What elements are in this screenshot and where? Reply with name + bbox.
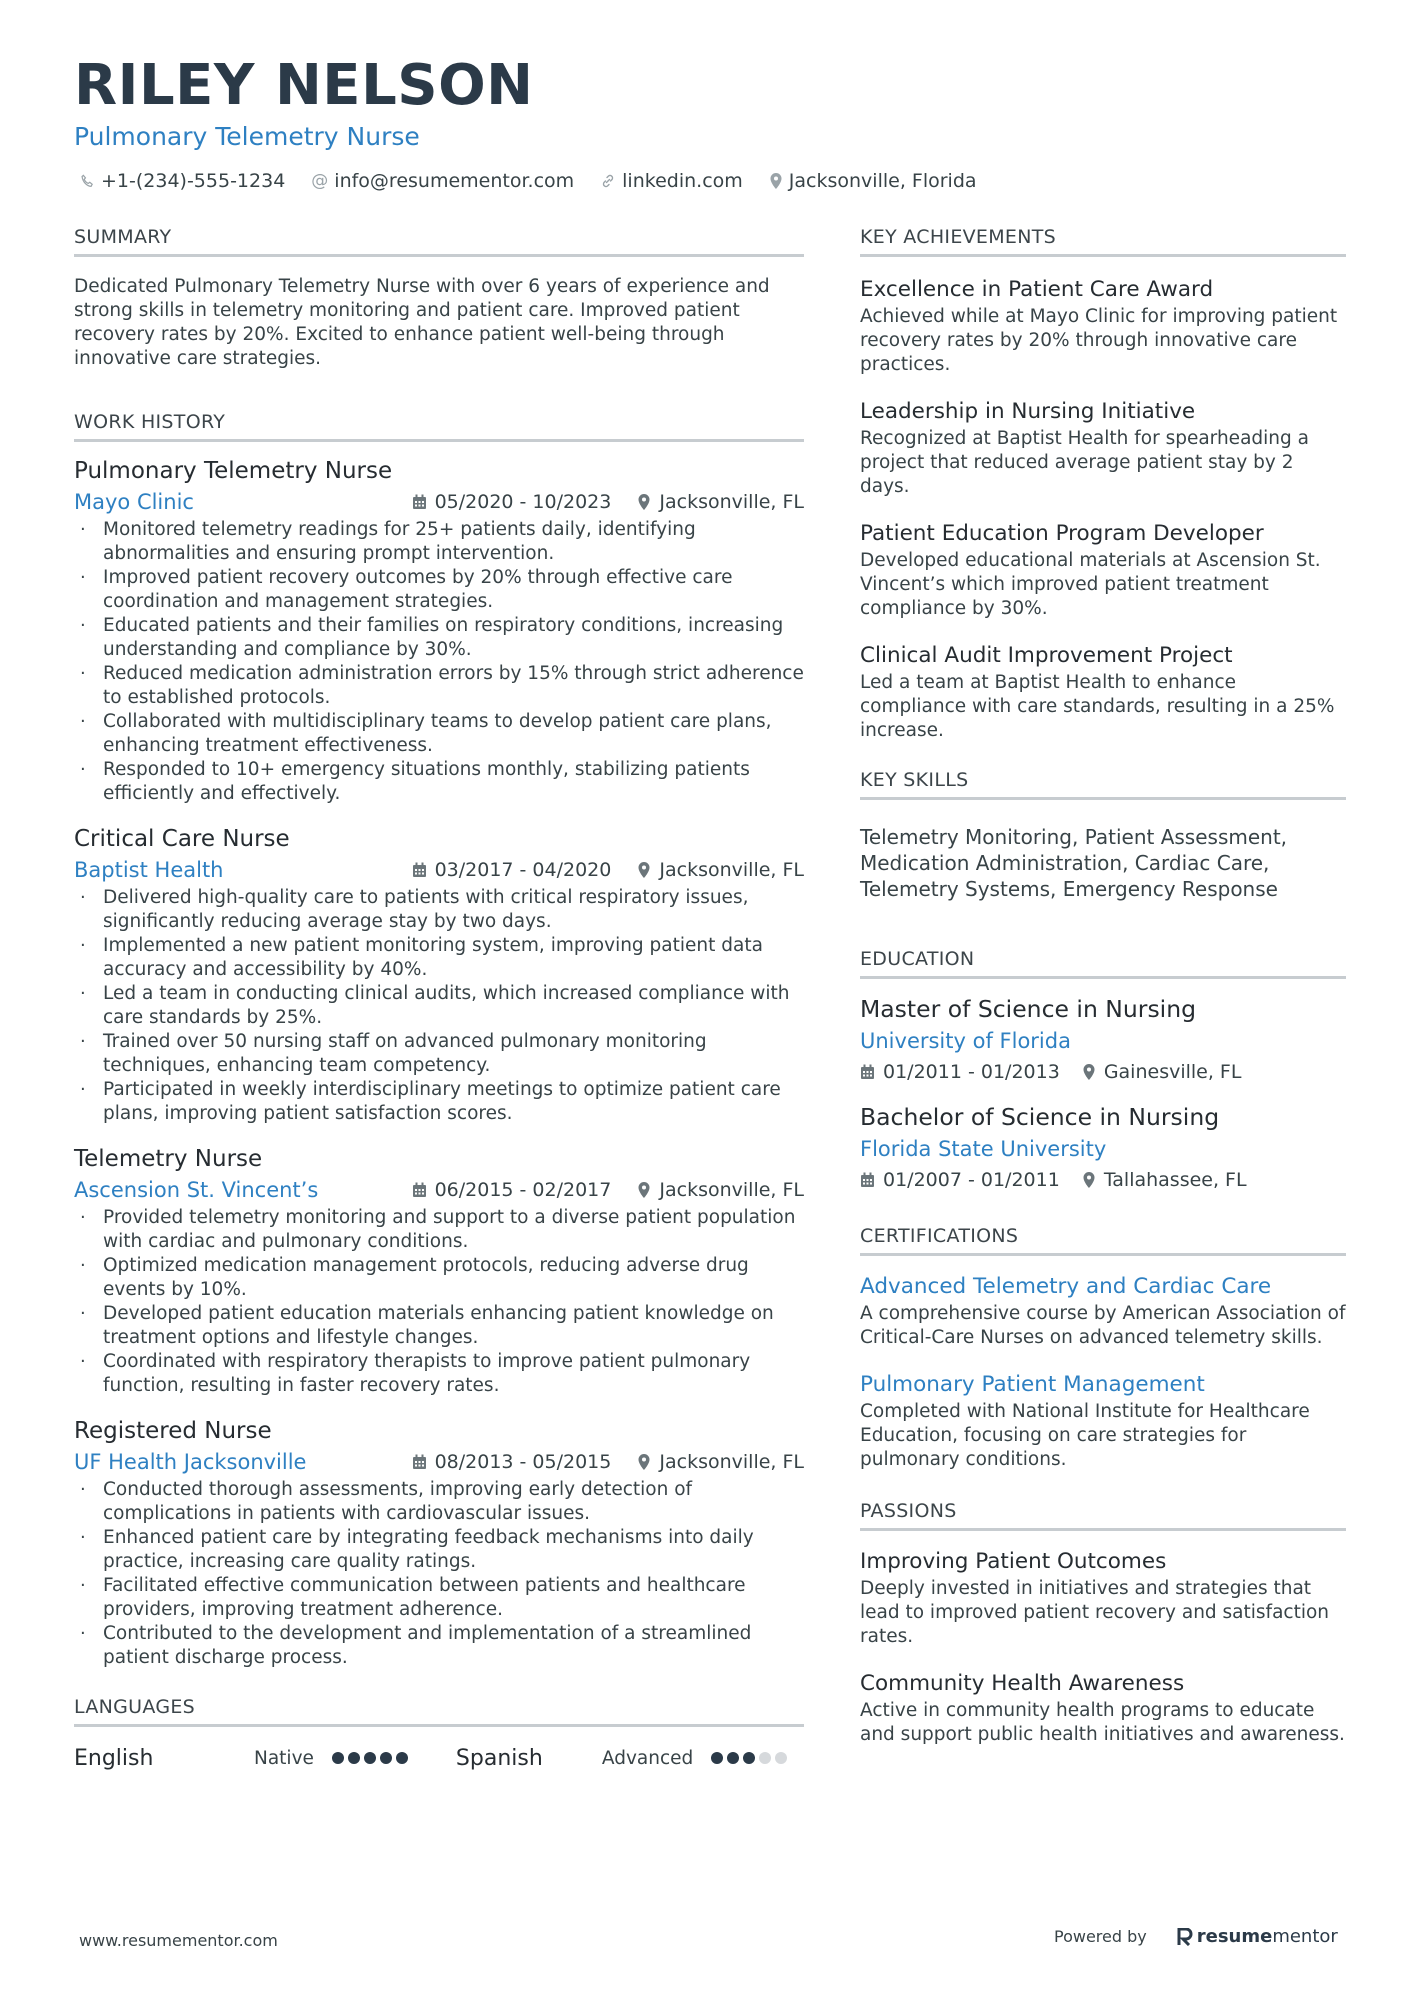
rating-dot xyxy=(348,1752,360,1764)
rating-dot xyxy=(332,1752,344,1764)
bullet-item: · Participated in weekly interdisciplinary meetings to optimize patient care plans, improving patient satisfaction scores. xyxy=(74,1078,804,1126)
achievement-item xyxy=(860,641,1346,743)
job-location: Jacksonville, FL xyxy=(659,491,804,513)
achievement-item xyxy=(860,519,1346,621)
job-location-item xyxy=(637,1179,804,1201)
job-title: Critical Care Nurse xyxy=(74,826,290,852)
languages-row xyxy=(74,1741,804,1775)
section-title: PASSIONS xyxy=(860,1500,1346,1531)
left-column xyxy=(74,226,804,1775)
passion-text: Deeply invested in initiatives and strategies that lead to improved patient recovery and satisfaction rates. xyxy=(860,1578,1330,1647)
bullet-item: · Collaborated with multidisciplinary teams to develop patient care plans, enhancing treatment effectiveness. xyxy=(74,710,804,758)
education-location-item xyxy=(1082,1169,1247,1191)
job-dates-item xyxy=(412,491,612,513)
bullet-item: · Conducted thorough assessments, improving early detection of complications in patients with cardiovascular issues. xyxy=(74,1478,804,1526)
language-rating xyxy=(332,1752,456,1764)
job-meta xyxy=(74,486,804,518)
bullet-item: · Facilitated effective communication between patients and healthcare providers, improving treatment adherence. xyxy=(74,1574,804,1622)
job-location: Jacksonville, FL xyxy=(659,1451,804,1473)
calendar-icon xyxy=(860,1172,875,1188)
job-dates-item xyxy=(412,859,612,881)
achievement-text: Led a team at Baptist Health to enhance compliance with care standards, resulting in a 25% increase. xyxy=(860,672,1335,741)
achievement-title: Patient Education Program Developer xyxy=(860,521,1264,546)
job-dates-item xyxy=(412,1179,612,1201)
passion-title: Community Health Awareness xyxy=(860,1671,1185,1696)
location-pin-icon xyxy=(1082,1171,1096,1189)
rating-dot xyxy=(380,1752,392,1764)
contact-phone[interactable] xyxy=(80,170,285,192)
education-item xyxy=(860,993,1346,1087)
location-text: Jacksonville, Florida xyxy=(788,170,977,192)
job-title: Pulmonary Telemetry Nurse xyxy=(74,458,393,484)
achievement-item xyxy=(860,397,1346,499)
candidate-name: RILEY NELSON xyxy=(74,53,534,118)
brand-bold: resume xyxy=(1196,1926,1273,1947)
location-pin-icon xyxy=(637,493,651,511)
phone-icon xyxy=(80,174,95,189)
footer-website[interactable]: www.resumementor.com xyxy=(79,1931,278,1950)
certification-title[interactable]: Pulmonary Patient Management xyxy=(860,1372,1205,1397)
section-title: KEY SKILLS xyxy=(860,769,1346,800)
right-column xyxy=(860,226,1346,1767)
rating-dot xyxy=(711,1752,723,1764)
section-title: EDUCATION xyxy=(860,948,1346,979)
linkedin-text: linkedin.com xyxy=(622,170,743,192)
company-name[interactable]: Ascension St. Vincent’s xyxy=(74,1178,319,1202)
company-name[interactable]: Mayo Clinic xyxy=(74,490,194,514)
powered-by-text: Powered by xyxy=(1054,1927,1147,1946)
summary-text: Dedicated Pulmonary Telemetry Nurse with over 6 years of experience and strong skills in telemetry monitoring and patient care. Improved patient recovery rates by 20%. Excited to enhance patient well-being through innovative care strategies. xyxy=(74,276,770,369)
achievement-title: Leadership in Nursing Initiative xyxy=(860,399,1196,424)
job-meta xyxy=(74,1446,804,1478)
bullet-item: · Responded to 10+ emergency situations monthly, stabilizing patients efficiently and effectively. xyxy=(74,758,804,806)
job-location-item xyxy=(637,1451,804,1473)
brand-rest: mentor xyxy=(1272,1926,1338,1947)
phone-text: +1-(234)-555-1234 xyxy=(101,170,286,192)
language-level: Native xyxy=(254,1747,314,1769)
contact-bar xyxy=(80,170,1003,192)
job-list xyxy=(74,456,804,1670)
calendar-icon xyxy=(860,1064,875,1080)
calendar-icon xyxy=(412,1182,427,1198)
calendar-icon xyxy=(412,1454,427,1470)
bullet-item: · Implemented a new patient monitoring system, improving patient data accuracy and accessibility by 40%. xyxy=(74,934,804,982)
education-dates-item xyxy=(860,1061,1060,1083)
education-dates-item xyxy=(860,1169,1060,1191)
achievement-text: Achieved while at Mayo Clinic for improving patient recovery rates by 20% through innovative care practices. xyxy=(860,306,1338,375)
company-name[interactable]: UF Health Jacksonville xyxy=(74,1450,307,1474)
bullet-item: · Educated patients and their families on respiratory conditions, increasing understanding and compliance by 30%. xyxy=(74,614,804,662)
location-pin-icon xyxy=(1082,1063,1096,1081)
job-title: Telemetry Nurse xyxy=(74,1146,263,1172)
education-meta xyxy=(860,1165,1346,1195)
language-name: Spanish xyxy=(455,1745,543,1771)
section-title: KEY ACHIEVEMENTS xyxy=(860,226,1346,257)
certification-text: A comprehensive course by American Association of Critical-Care Nurses on advanced telemetry skills. xyxy=(860,1303,1346,1348)
job-location: Jacksonville, FL xyxy=(659,1179,804,1201)
bullet-item: · Contributed to the development and implementation of a streamlined patient discharge process. xyxy=(74,1622,804,1670)
section-title: SUMMARY xyxy=(74,226,804,257)
calendar-icon xyxy=(412,494,427,510)
passion-title: Improving Patient Outcomes xyxy=(860,1549,1167,1574)
education-dates: 01/2011 - 01/2013 xyxy=(883,1061,1060,1083)
bullet-item: · Provided telemetry monitoring and support to a diverse patient population with cardiac and pulmonary conditions. xyxy=(74,1206,804,1254)
rating-dot xyxy=(759,1752,771,1764)
school-name[interactable]: Florida State University xyxy=(860,1137,1107,1161)
passion-item xyxy=(860,1669,1346,1747)
passions-section xyxy=(860,1500,1346,1747)
job-bullets xyxy=(74,1206,804,1398)
rating-dot xyxy=(775,1752,787,1764)
link-icon xyxy=(600,173,616,189)
degree-title: Master of Science in Nursing xyxy=(860,995,1197,1023)
rating-dot xyxy=(727,1752,739,1764)
company-name[interactable]: Baptist Health xyxy=(74,858,224,882)
contact-email[interactable] xyxy=(311,170,574,192)
certification-item xyxy=(860,1272,1346,1350)
bullet-item: · Led a team in conducting clinical audits, which increased compliance with care standards by 25%. xyxy=(74,982,804,1030)
passion-list xyxy=(860,1547,1346,1747)
job-dates-item xyxy=(412,1451,612,1473)
job-location: Jacksonville, FL xyxy=(659,859,804,881)
certification-text: Completed with National Institute for Healthcare Education, focusing on care strategies for pulmonary conditions. xyxy=(860,1401,1310,1470)
languages-section xyxy=(74,1696,804,1775)
degree-title: Bachelor of Science in Nursing xyxy=(860,1103,1220,1131)
work-history-section xyxy=(74,411,804,1670)
job-bullets xyxy=(74,1478,804,1670)
education-dates: 01/2007 - 01/2011 xyxy=(883,1169,1060,1191)
education-list xyxy=(860,993,1346,1195)
education-section xyxy=(860,948,1346,1195)
key-achievements-section xyxy=(860,226,1346,743)
at-icon: @ xyxy=(311,171,329,191)
contact-linkedin[interactable] xyxy=(600,170,743,192)
job-title: Registered Nurse xyxy=(74,1418,272,1444)
job-meta xyxy=(74,854,804,886)
rating-dot xyxy=(364,1752,376,1764)
education-item xyxy=(860,1101,1346,1195)
location-pin-icon xyxy=(637,1453,651,1471)
job-bullets xyxy=(74,886,804,1126)
job-dates: 05/2020 - 10/2023 xyxy=(434,491,612,513)
achievement-title: Excellence in Patient Care Award xyxy=(860,277,1214,302)
bullet-item: · Developed patient education materials enhancing patient knowledge on treatment options and lifestyle changes. xyxy=(74,1302,804,1350)
job-bullets xyxy=(74,518,804,806)
bullet-item: · Coordinated with respiratory therapists to improve patient pulmonary function, resulting in faster recovery rates. xyxy=(74,1350,804,1398)
achievement-text: Recognized at Baptist Health for spearheading a project that reduced average patient stay by 2 days. xyxy=(860,428,1309,497)
section-title: LANGUAGES xyxy=(74,1696,804,1727)
location-pin-icon xyxy=(637,861,651,879)
section-title: CERTIFICATIONS xyxy=(860,1225,1346,1256)
language-level: Advanced xyxy=(601,1747,694,1769)
achievement-text: Developed educational materials at Ascension St. Vincent’s which improved patient treatment compliance by 30%. xyxy=(860,550,1321,619)
summary-section xyxy=(74,226,804,371)
job-dates: 06/2015 - 02/2017 xyxy=(434,1179,612,1201)
certification-title[interactable]: Advanced Telemetry and Cardiac Care xyxy=(860,1274,1272,1299)
passion-text: Active in community health programs to educate and support public health initiatives and awareness. xyxy=(860,1700,1345,1745)
language-name: English xyxy=(74,1745,154,1771)
job-entry xyxy=(74,1144,804,1398)
achievement-list xyxy=(860,275,1346,743)
job-location-item xyxy=(637,859,804,881)
language-rating xyxy=(711,1752,791,1764)
job-dates: 03/2017 - 04/2020 xyxy=(434,859,612,881)
calendar-icon xyxy=(412,862,427,878)
education-meta xyxy=(860,1057,1346,1087)
job-entry xyxy=(74,1416,804,1670)
email-text: info@resumementor.com xyxy=(334,170,575,192)
rating-dot xyxy=(396,1752,408,1764)
candidate-role: Pulmonary Telemetry Nurse xyxy=(74,122,420,151)
resumementor-logo-icon xyxy=(1177,1928,1193,1946)
education-location-item xyxy=(1082,1061,1242,1083)
footer-branding xyxy=(1054,1926,1338,1947)
bullet-item: · Trained over 50 nursing staff on advanced pulmonary monitoring techniques, enhancing team competency. xyxy=(74,1030,804,1078)
bullet-item: · Improved patient recovery outcomes by 20% through effective care coordination and management strategies. xyxy=(74,566,804,614)
job-meta xyxy=(74,1174,804,1206)
job-location-item xyxy=(637,491,804,513)
achievement-item xyxy=(860,275,1346,377)
location-pin-icon xyxy=(637,1181,651,1199)
education-location: Gainesville, FL xyxy=(1103,1061,1242,1083)
contact-location xyxy=(769,170,977,192)
certification-list xyxy=(860,1272,1346,1472)
job-entry xyxy=(74,824,804,1126)
job-entry xyxy=(74,456,804,806)
section-title: WORK HISTORY xyxy=(74,411,804,442)
job-dates: 08/2013 - 05/2015 xyxy=(434,1451,612,1473)
bullet-item: · Delivered high-quality care to patients with critical respiratory issues, significantly reducing average stay by two days. xyxy=(74,886,804,934)
bullet-item: · Enhanced patient care by integrating feedback mechanisms into daily practice, increasing care quality ratings. xyxy=(74,1526,804,1574)
certification-item xyxy=(860,1370,1346,1472)
passion-item xyxy=(860,1547,1346,1649)
school-name[interactable]: University of Florida xyxy=(860,1029,1071,1053)
education-location: Tallahassee, FL xyxy=(1103,1169,1247,1191)
bullet-item: · Reduced medication administration errors by 15% through strict adherence to established protocols. xyxy=(74,662,804,710)
location-pin-icon xyxy=(769,172,783,190)
bullet-item: · Monitored telemetry readings for 25+ patients daily, identifying abnormalities and ensuring prompt intervention. xyxy=(74,518,804,566)
key-skills-section xyxy=(860,769,1346,902)
rating-dot xyxy=(743,1752,755,1764)
resumementor-logo[interactable] xyxy=(1177,1926,1338,1947)
skills-text: Telemetry Monitoring, Patient Assessment, Medication Administration, Cardiac Care, Telemetry Systems, Emergency Response xyxy=(860,825,1288,901)
bullet-item: · Optimized medication management protocols, reducing adverse drug events by 10%. xyxy=(74,1254,804,1302)
certifications-section xyxy=(860,1225,1346,1472)
achievement-title: Clinical Audit Improvement Project xyxy=(860,643,1233,668)
